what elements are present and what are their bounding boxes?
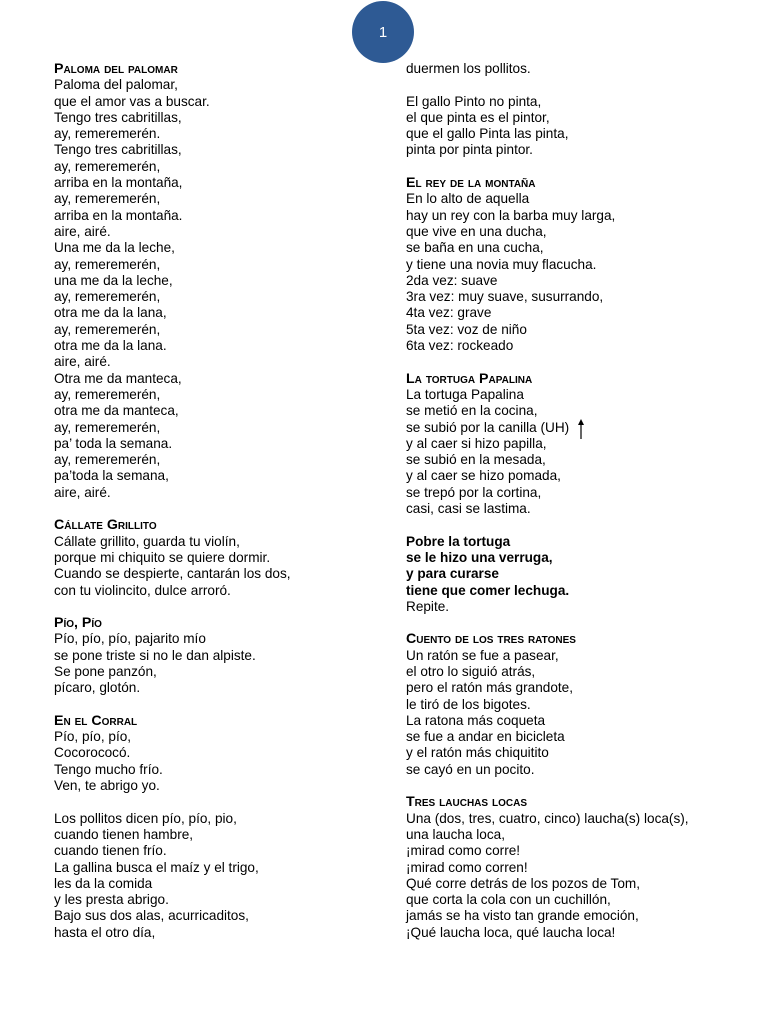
song-title: Pío, Pío <box>54 615 102 632</box>
verse-line: Bajo sus dos alas, acurricaditos, <box>54 908 249 924</box>
song-section <box>54 713 394 794</box>
verse-line: una me da la leche, <box>54 272 173 288</box>
verse-line: Una me da la leche, <box>54 240 175 256</box>
verse-line: el otro lo siguió atrás, <box>406 663 536 679</box>
verse-line: porque mi chiquito se quiere dormir. <box>54 549 271 565</box>
verse-line: ay, remeremerén, <box>54 321 161 337</box>
verse-line: jamás se ha visto tan grande emoción, <box>406 908 639 924</box>
verse-line: que vive en una ducha, <box>406 223 547 239</box>
right-column <box>406 61 746 957</box>
verse-line: 6ta vez: rockeado <box>406 338 514 354</box>
verse-line: Una (dos, tres, cuatro, cinco) laucha(s) loca(s), <box>406 810 689 826</box>
verse-line: ay, remeremerén, <box>54 158 161 174</box>
verse-line: una laucha loca, <box>406 826 506 842</box>
verse-line: que el amor vas a buscar. <box>54 93 210 109</box>
verse-line: con tu violincito, dulce arroró. <box>54 582 231 598</box>
song-section <box>54 811 394 941</box>
verse-line: ay, remeremerén, <box>54 289 161 305</box>
verse-line: Tengo tres cabritillas, <box>54 142 182 158</box>
verse-line: otra me da la lana. <box>54 338 167 354</box>
verse-line: pa’ toda la semana. <box>54 435 173 451</box>
verse-line: Qué corre detrás de los pozos de Tom, <box>406 875 640 891</box>
rey-section <box>406 175 746 354</box>
verse-line: y les presta abrigo. <box>54 892 169 908</box>
verse-line: Repite. <box>406 598 450 614</box>
verse-line: El gallo Pinto no pinta, <box>406 93 542 109</box>
verse-line: 2da vez: suave <box>406 272 498 288</box>
verse-line: Paloma del palomar, <box>54 77 178 93</box>
verse-line: aire, airé. <box>54 354 111 370</box>
verse-line: tiene que comer lechuga. <box>406 582 570 598</box>
verse-line: ay, remeremerén, <box>54 386 161 402</box>
verse-line: otra me da manteca, <box>54 403 179 419</box>
verse-line: arriba en la montaña. <box>54 207 183 223</box>
verse-line: hasta el otro día, <box>54 924 156 940</box>
verse-line: Se pone panzón, <box>54 663 157 679</box>
verse-line: Cállate grillito, guarda tu violín, <box>54 533 240 549</box>
song-section <box>54 615 394 696</box>
verse-line: que el gallo Pinta las pinta, <box>406 126 569 142</box>
verse-line-with-arrow <box>406 420 746 436</box>
verse-line: Pío, pío, pío, <box>54 729 132 745</box>
verse-line: aire, airé. <box>54 223 111 239</box>
verse-line: el que pinta es el pintor, <box>406 109 550 125</box>
verse-line: hay un rey con la barba muy larga, <box>406 207 616 223</box>
song-title: Paloma del palomar <box>54 61 178 77</box>
page-number-badge: 1 <box>352 1 414 63</box>
verse-line: Cocorococó. <box>54 745 131 761</box>
song-title: Cuento de los tres ratones <box>406 631 576 648</box>
verse-line: ay, remeremerén, <box>54 419 161 435</box>
verse-line: ay, remeremerén, <box>54 452 161 468</box>
verse-line: arriba en la montaña, <box>54 175 183 191</box>
verse-line: le tiró de los bigotes. <box>406 696 531 712</box>
gallo-pinto-section <box>406 94 746 159</box>
verse-line: ¡mirad como corre! <box>406 843 521 859</box>
verse-line: ¡Qué laucha loca, qué laucha loca! <box>406 924 616 940</box>
verse-line: se fue a andar en bicicleta <box>406 729 565 745</box>
song-title: En el Corral <box>54 712 138 729</box>
verse-line: ay, remeremerén. <box>54 126 161 142</box>
verse-line: se cayó en un pocito. <box>406 761 535 777</box>
song-title: El rey de la montaña <box>406 175 536 192</box>
left-column <box>54 61 394 957</box>
verse-line: 5ta vez: voz de niño <box>406 321 527 337</box>
verse-line: ay, remeremerén, <box>54 191 161 207</box>
verse-line: En lo alto de aquella <box>406 191 530 207</box>
verse-line: Tengo mucho frío. <box>54 761 163 777</box>
verse-line: se baña en una cucha, <box>406 240 544 256</box>
verse-line: Cuando se despierte, cantarán los dos, <box>54 566 291 582</box>
verse-line: pinta por pinta pintor. <box>406 142 533 158</box>
song-title: La tortuga Papalina <box>406 370 533 387</box>
verse-line: otra me da la lana, <box>54 305 167 321</box>
verse-line: se metió en la cocina, <box>406 403 538 419</box>
verse-line: y tiene una novia muy flacucha. <box>406 256 597 272</box>
verse-line: pero el ratón más grandote, <box>406 680 574 696</box>
continuation-section <box>406 61 746 77</box>
verse-line: Un ratón se fue a pasear, <box>406 647 559 663</box>
verse-line: Pío, pío, pío, pajarito mío <box>54 631 206 647</box>
verse-line: y al caer si hizo papilla, <box>406 435 547 451</box>
verse-line: se trepó por la cortina, <box>406 484 542 500</box>
verse-line: se le hizo una verruga, <box>406 549 553 565</box>
up-arrow-icon <box>578 419 584 439</box>
song-title: Tres lauchas locas <box>406 794 527 811</box>
verse-line: 4ta vez: grave <box>406 305 492 321</box>
verse-line: aire, airé. <box>54 484 111 500</box>
tortuga-section <box>406 371 746 518</box>
verse-line: Los pollitos dicen pío, pío, pio, <box>54 810 237 826</box>
verse-line: Ven, te abrigo yo. <box>54 778 160 794</box>
pobre-tortuga-section <box>406 534 746 615</box>
verse-line: les da la comida <box>54 875 153 891</box>
verse-line: La gallina busca el maíz y el trigo, <box>54 859 259 875</box>
verse-line: La ratona más coqueta <box>406 712 546 728</box>
song-title: Cállate Grillito <box>54 517 157 534</box>
verse-line: que corta la cola con un cuchillón, <box>406 892 611 908</box>
verse-line: Tengo tres cabritillas, <box>54 109 182 125</box>
verse-line: duermen los pollitos. <box>406 61 531 76</box>
verse-line: y al caer se hizo pomada, <box>406 468 561 484</box>
verse-line: se pone triste si no le dan alpiste. <box>54 647 256 663</box>
verse-line: cuando tienen hambre, <box>54 826 194 842</box>
verse-line: se subió en la mesada, <box>406 452 546 468</box>
verse-line: ¡mirad como corren! <box>406 859 528 875</box>
verse-line: pa’toda la semana, <box>54 468 169 484</box>
verse-line: pícaro, glotón. <box>54 680 141 696</box>
song-section <box>54 517 394 598</box>
verse-line: casi, casi se lastima. <box>406 501 531 517</box>
verse-line: se subió por la canilla (UH) <box>406 419 570 435</box>
verse-line: Pobre la tortuga <box>406 533 511 549</box>
lauchas-section <box>406 794 746 941</box>
verse-line: cuando tienen frío. <box>54 843 167 859</box>
verse-line: y el ratón más chiquitito <box>406 745 549 761</box>
verse-line: y para curarse <box>406 566 499 582</box>
song-section <box>54 61 394 501</box>
ratones-section <box>406 631 746 778</box>
verse-line: 3ra vez: muy suave, susurrando, <box>406 289 604 305</box>
verse-line: Otra me da manteca, <box>54 370 182 386</box>
verse-line: La tortuga Papalina <box>406 386 524 402</box>
verse-line: ay, remeremerén, <box>54 256 161 272</box>
